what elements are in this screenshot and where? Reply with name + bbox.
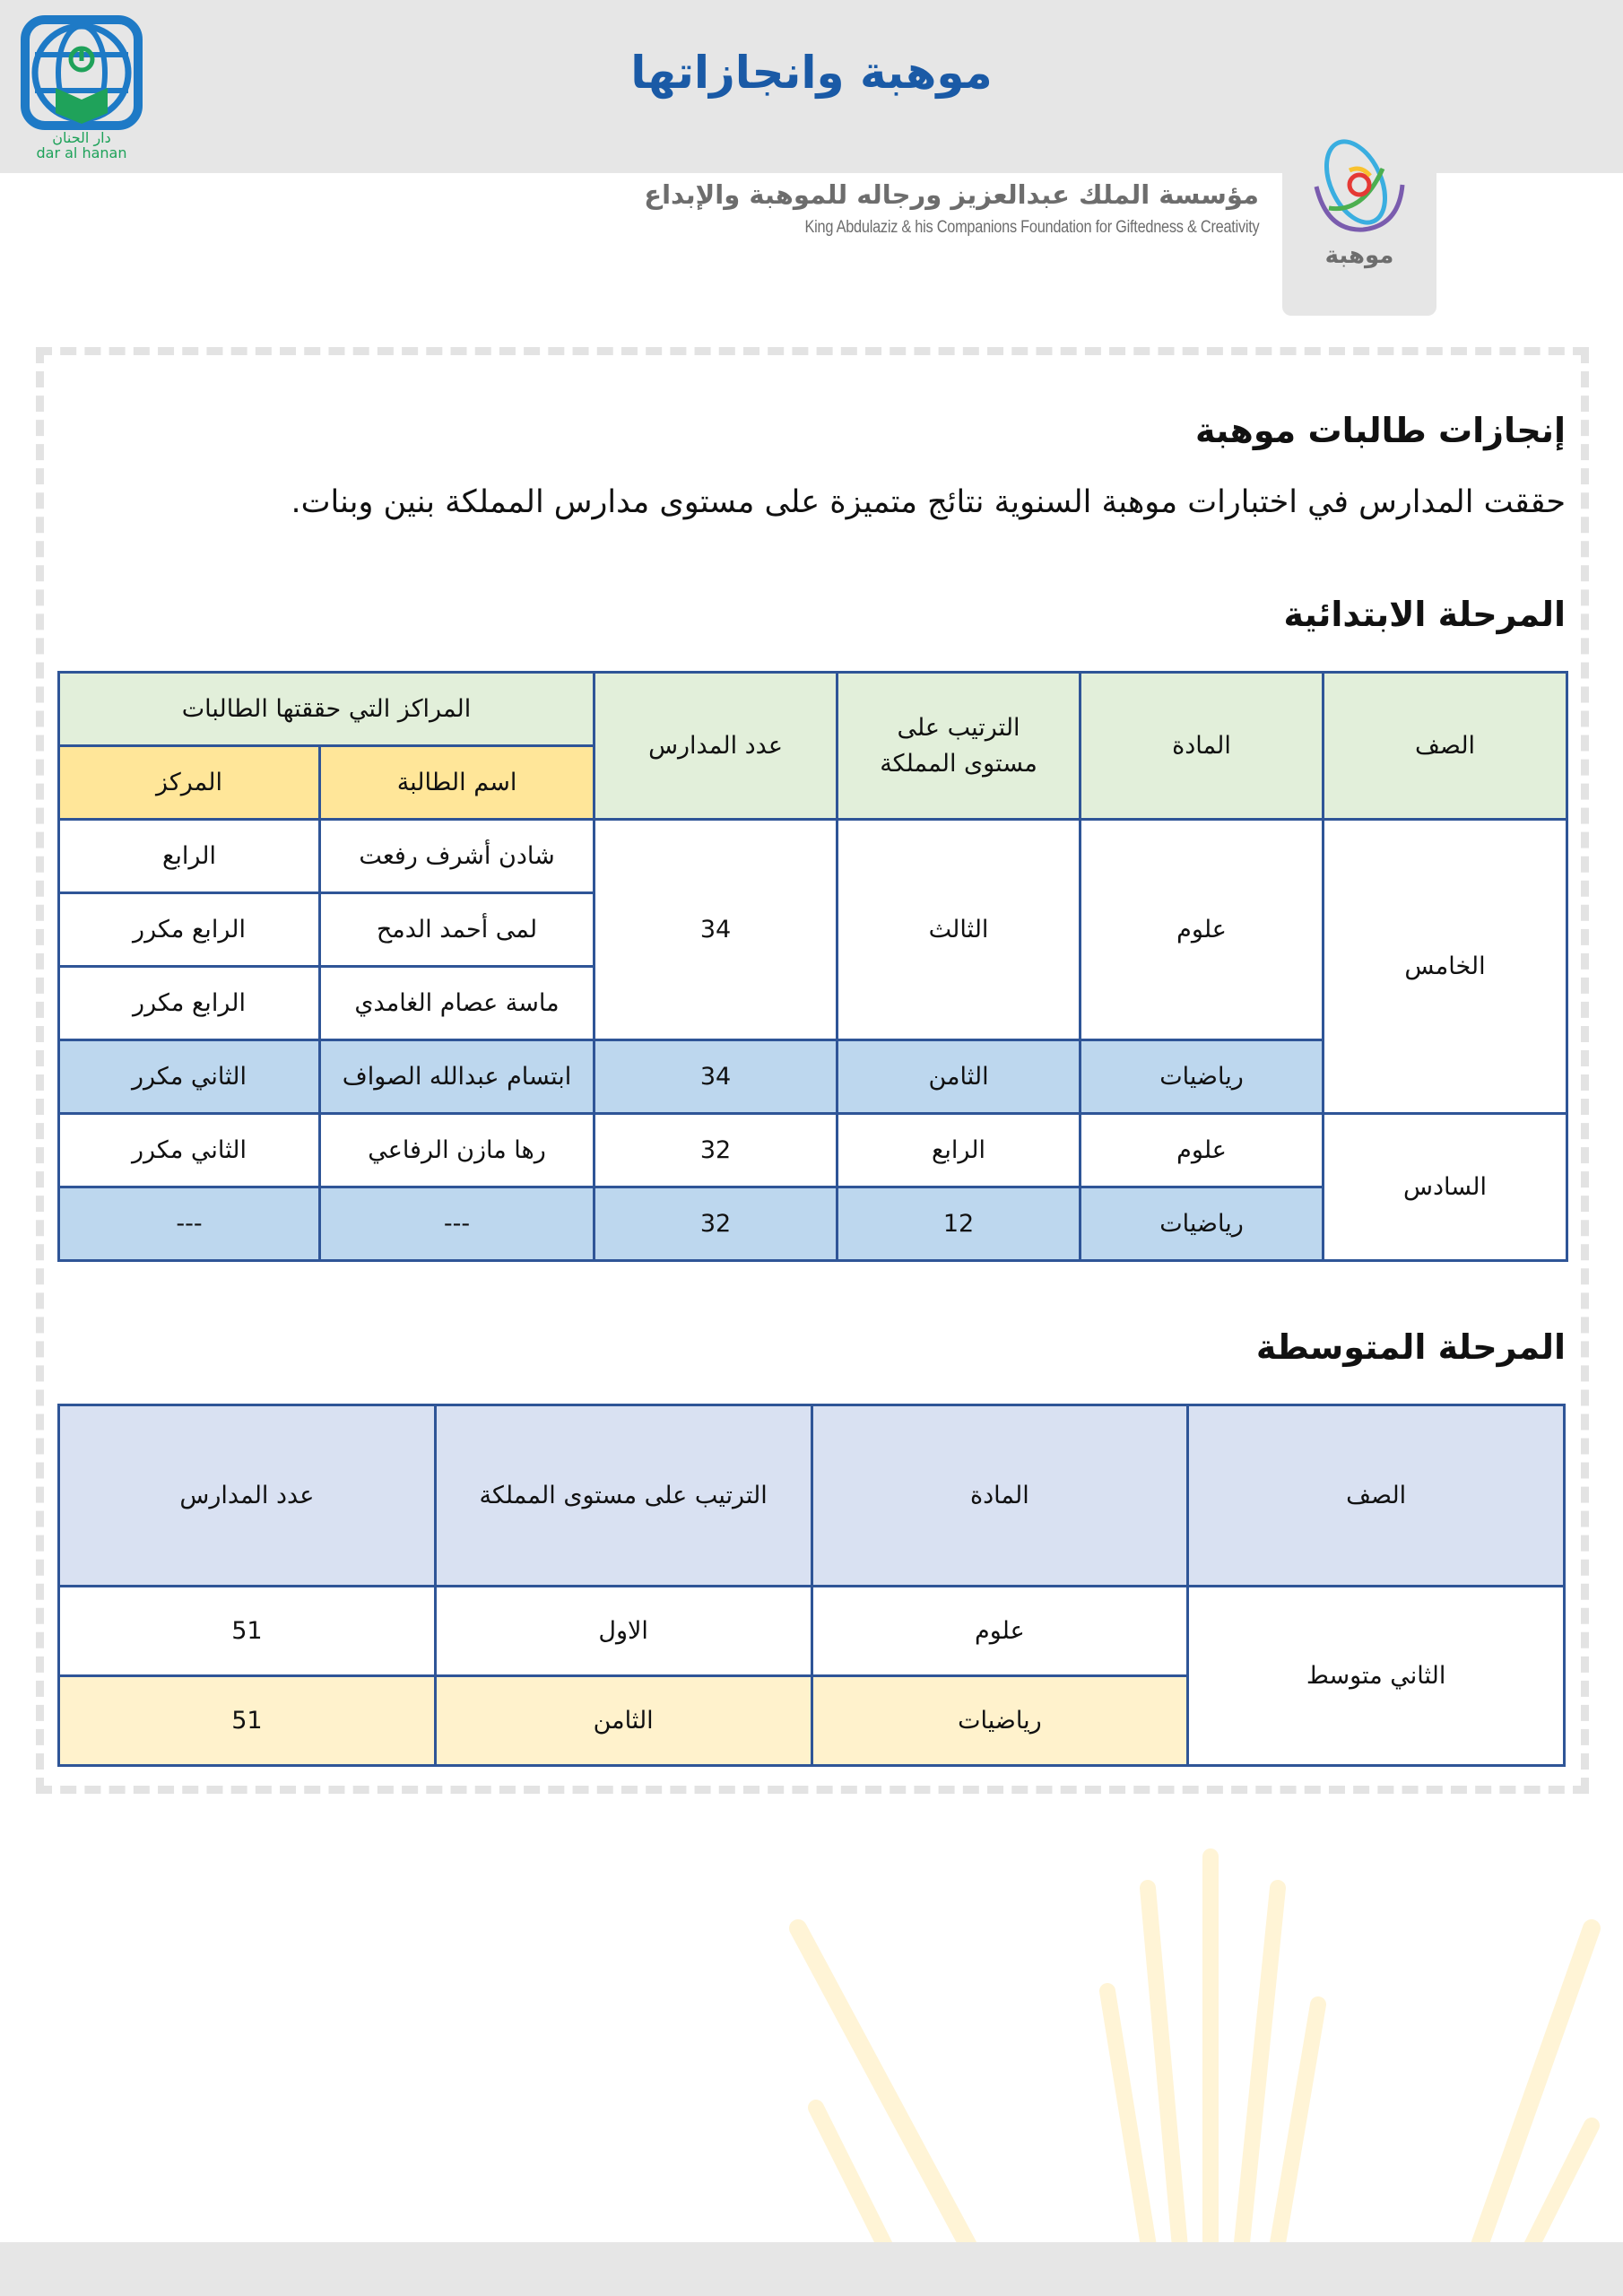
header-schools: عدد المدارس <box>595 673 838 820</box>
header-student-name: اسم الطالبة <box>320 746 595 820</box>
cell-rank: الثالث <box>838 820 1081 1040</box>
cell-subject: علوم <box>1081 820 1324 1040</box>
cell-rank: الرابع <box>838 1114 1081 1187</box>
cell-position: الرابع مكرر <box>59 967 320 1040</box>
cell-rank: الثامن <box>838 1040 1081 1114</box>
section-heading: إنجازات طالبات موهبة <box>1194 411 1566 450</box>
sunburst-decoration-icon <box>780 1839 1623 2296</box>
middle-stage-table <box>57 1404 1566 1767</box>
primary-stage-heading: المرحلة الابتدائية <box>1283 595 1566 634</box>
header-rank: الترتيب على مستوى المملكة <box>435 1405 812 1587</box>
cell-position: الرابع <box>59 820 320 893</box>
cell-grade: الخامس <box>1324 820 1567 1114</box>
table-row <box>59 820 1567 893</box>
cell-subject: رياضيات <box>812 1676 1188 1766</box>
table-row <box>59 1114 1567 1187</box>
cell-student-name: --- <box>320 1187 595 1261</box>
cell-rank: الثامن <box>435 1676 812 1766</box>
cell-rank: 12 <box>838 1187 1081 1261</box>
cell-schools: 51 <box>59 1676 436 1766</box>
cell-schools: 32 <box>595 1187 838 1261</box>
cell-subject: رياضيات <box>1081 1040 1324 1114</box>
cell-student-name: شادن أشرف رفعت <box>320 820 595 893</box>
header-schools: عدد المدارس <box>59 1405 436 1587</box>
middle-stage-heading: المرحلة المتوسطة <box>1255 1327 1566 1367</box>
mawhiba-logo-word: موهبة <box>1324 242 1394 269</box>
cell-schools: 32 <box>595 1114 838 1187</box>
foundation-name-ar: مؤسسة الملك عبدالعزيز ورجاله للموهبة والإبداع <box>644 179 1259 210</box>
cell-schools: 34 <box>595 1040 838 1114</box>
mawhiba-logo <box>1282 117 1436 316</box>
cell-position: الثاني مكرر <box>59 1040 320 1114</box>
cell-subject: رياضيات <box>1081 1187 1324 1261</box>
header-positions-group: المراكز التي حققتها الطالبات <box>59 673 595 746</box>
cell-schools: 51 <box>59 1587 436 1676</box>
logo-text-en: dar al hanan <box>36 144 127 160</box>
primary-stage-table <box>57 671 1568 1262</box>
footer-band <box>0 2242 1623 2296</box>
cell-rank: الاول <box>435 1587 812 1676</box>
header-grade: الصف <box>1324 673 1567 820</box>
cell-schools: 34 <box>595 820 838 1040</box>
cell-subject: علوم <box>812 1587 1188 1676</box>
cell-student-name: رها مازن الرفاعي <box>320 1114 595 1187</box>
header-grade: الصف <box>1188 1405 1565 1587</box>
cell-grade: الثاني متوسط <box>1188 1587 1565 1766</box>
cell-student-name: لمى أحمد الدمح <box>320 893 595 967</box>
header-subject: المادة <box>1081 673 1324 820</box>
cell-grade: السادس <box>1324 1114 1567 1261</box>
intro-paragraph: حققت المدارس في اختبارات موهبة السنوية نتائج متميزة على مستوى مدارس المملكة بنين وبنات. <box>291 484 1566 520</box>
cell-position: الثاني مكرر <box>59 1114 320 1187</box>
page-title: موهبة وانجازاتها <box>630 47 993 99</box>
cell-position: --- <box>59 1187 320 1261</box>
mawhiba-logo-icon <box>1309 133 1410 240</box>
cell-student-name: ماسة عصام الغامدي <box>320 967 595 1040</box>
table-row <box>59 1587 1565 1676</box>
header-subject: المادة <box>812 1405 1188 1587</box>
header-rank: الترتيب على مستوى المملكة <box>838 673 1081 820</box>
header-position: المركز <box>59 746 320 820</box>
cell-position: الرابع مكرر <box>59 893 320 967</box>
cell-student-name: ابتسام عبدالله الصواف <box>320 1040 595 1114</box>
logo-text-ar: دار الحنان <box>52 129 111 146</box>
foundation-name-en: King Abdulaziz & his Companions Foundation for Giftedness & Creativity <box>804 218 1259 237</box>
cell-subject: علوم <box>1081 1114 1324 1187</box>
